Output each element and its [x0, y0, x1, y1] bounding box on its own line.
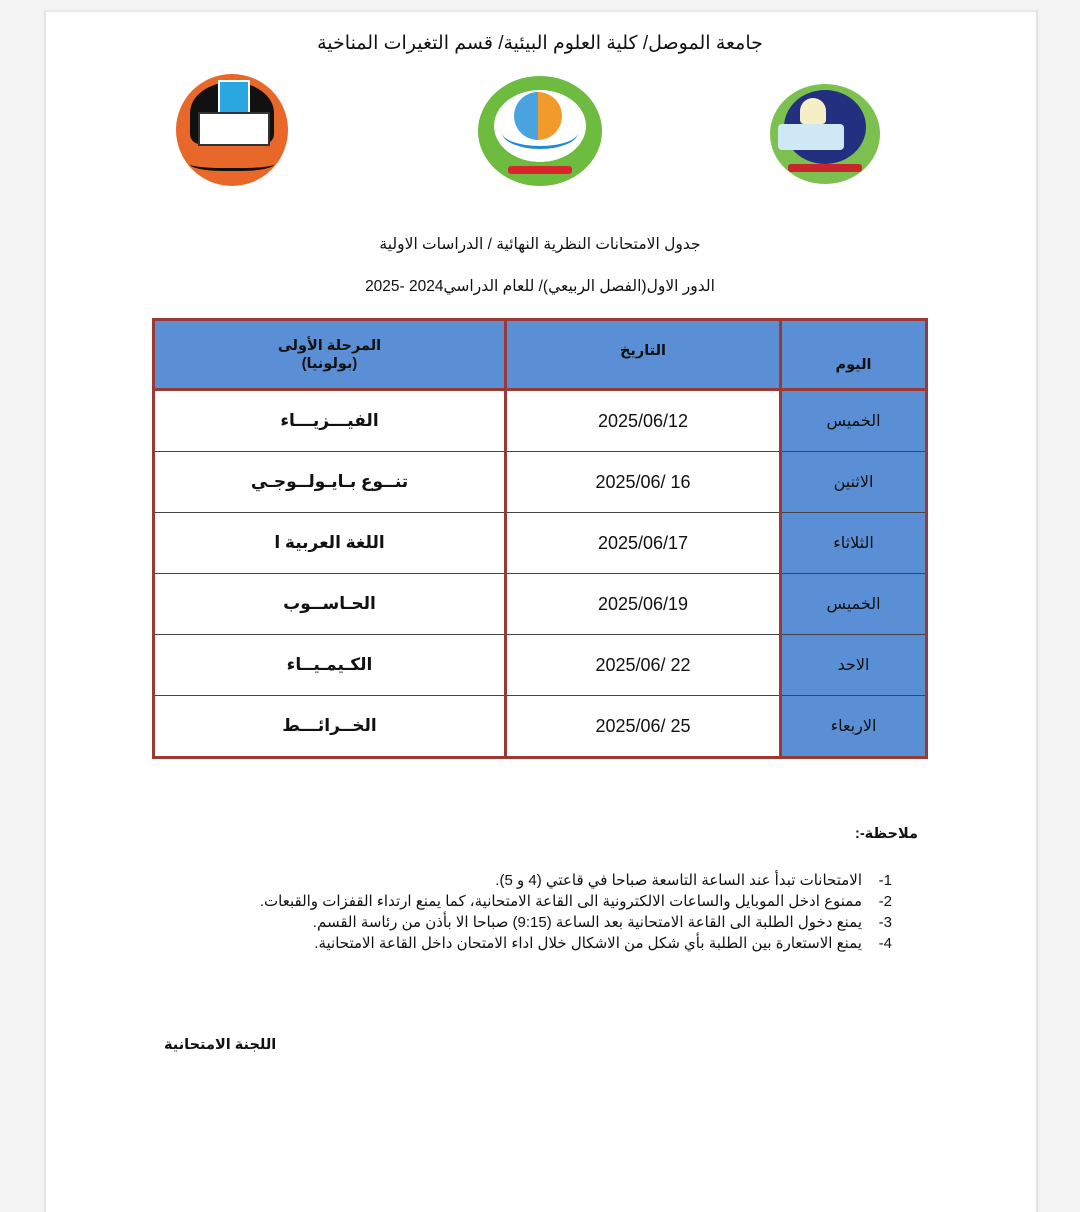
- cell-subject: الفيـــزيـــاء: [154, 390, 506, 452]
- note-text: يمنع الاستعارة بين الطلبة بأي شكل من الاشكال خلال اداء الامتحان داخل القاعة الامتحانية.: [314, 935, 862, 952]
- note-item: [260, 870, 892, 891]
- cell-day: الخميس: [781, 390, 927, 452]
- table-row: [154, 513, 927, 574]
- note-text: يمنع دخول الطلبة الى القاعة الامتحانية بعد الساعة (9:15) صباحا الا بأذن من رئاسة القسم.: [312, 914, 862, 931]
- note-number: 3-: [878, 914, 892, 931]
- cell-day: الاربعاء: [781, 696, 927, 758]
- cell-subject: اللغة العربية ا: [154, 513, 506, 574]
- cell-date: 2025/06/12: [506, 390, 781, 452]
- note-number: 2-: [878, 893, 892, 910]
- note-item: [260, 891, 892, 912]
- university-of-mosul-logo-icon: [176, 74, 288, 186]
- schedule-title: جدول الامتحانات النظرية النهائية / الدراسات الاولية: [379, 236, 701, 253]
- cell-day: الخميس: [781, 574, 927, 635]
- table-row: [154, 696, 927, 758]
- cell-day: الاثنين: [781, 452, 927, 513]
- note-text: ممنوع ادخل الموبايل والساعات الالكترونية الى القاعة الامتحانية، كما يمنع ارتداء القفزات والقبعات.: [259, 893, 862, 910]
- table-header-row: [154, 320, 927, 390]
- cell-date: 2025/06/19: [506, 574, 781, 635]
- cell-day: الثلاثاء: [781, 513, 927, 574]
- climate-change-department-logo-icon: [478, 76, 602, 186]
- note-item: [260, 933, 892, 954]
- cell-subject: تنــوع بـايـولــوجـي: [154, 452, 506, 513]
- note-number: 4-: [878, 935, 892, 952]
- cell-subject: الخــرائـــط: [154, 696, 506, 758]
- exam-schedule-table: [152, 318, 928, 759]
- cell-date: 2025/06/17: [506, 513, 781, 574]
- header-stage: [154, 320, 506, 390]
- cell-date: 2025/06/ 16: [506, 452, 781, 513]
- schedule-term: الدور الاول(الفصل الربيعي)/ للعام الدراسي2024 -2025: [365, 278, 715, 295]
- header-stage-line2: (بولونيا): [301, 355, 358, 372]
- cell-date: 2025/06/ 22: [506, 635, 781, 696]
- cell-day: الاحد: [781, 635, 927, 696]
- notes-title: ملاحظة-:: [854, 826, 918, 842]
- exam-committee-signature: اللجنة الامتحانية: [164, 1037, 277, 1053]
- cell-subject: الكـيمـيــاء: [154, 635, 506, 696]
- table-row: [154, 390, 927, 452]
- note-number: 1-: [878, 872, 892, 889]
- header-day: اليوم: [781, 320, 927, 390]
- document-title: جامعة الموصل/ كلية العلوم البيئية/ قسم التغيرات المناخية: [317, 33, 763, 54]
- table-row: [154, 452, 927, 513]
- note-item: [260, 912, 892, 933]
- cell-date: 2025/06/ 25: [506, 696, 781, 758]
- college-environmental-sciences-logo-icon: [770, 84, 880, 184]
- cell-subject: الحـاســوب: [154, 574, 506, 635]
- table-row: [154, 635, 927, 696]
- header-stage-line1: المرحلة الأولى: [277, 337, 382, 354]
- table-row: [154, 574, 927, 635]
- note-text: الامتحانات تبدأ عند الساعة التاسعة صباحا في قاعتي (4 و 5).: [495, 872, 862, 889]
- notes-list: [260, 870, 892, 954]
- header-date: التاريخ: [506, 320, 781, 390]
